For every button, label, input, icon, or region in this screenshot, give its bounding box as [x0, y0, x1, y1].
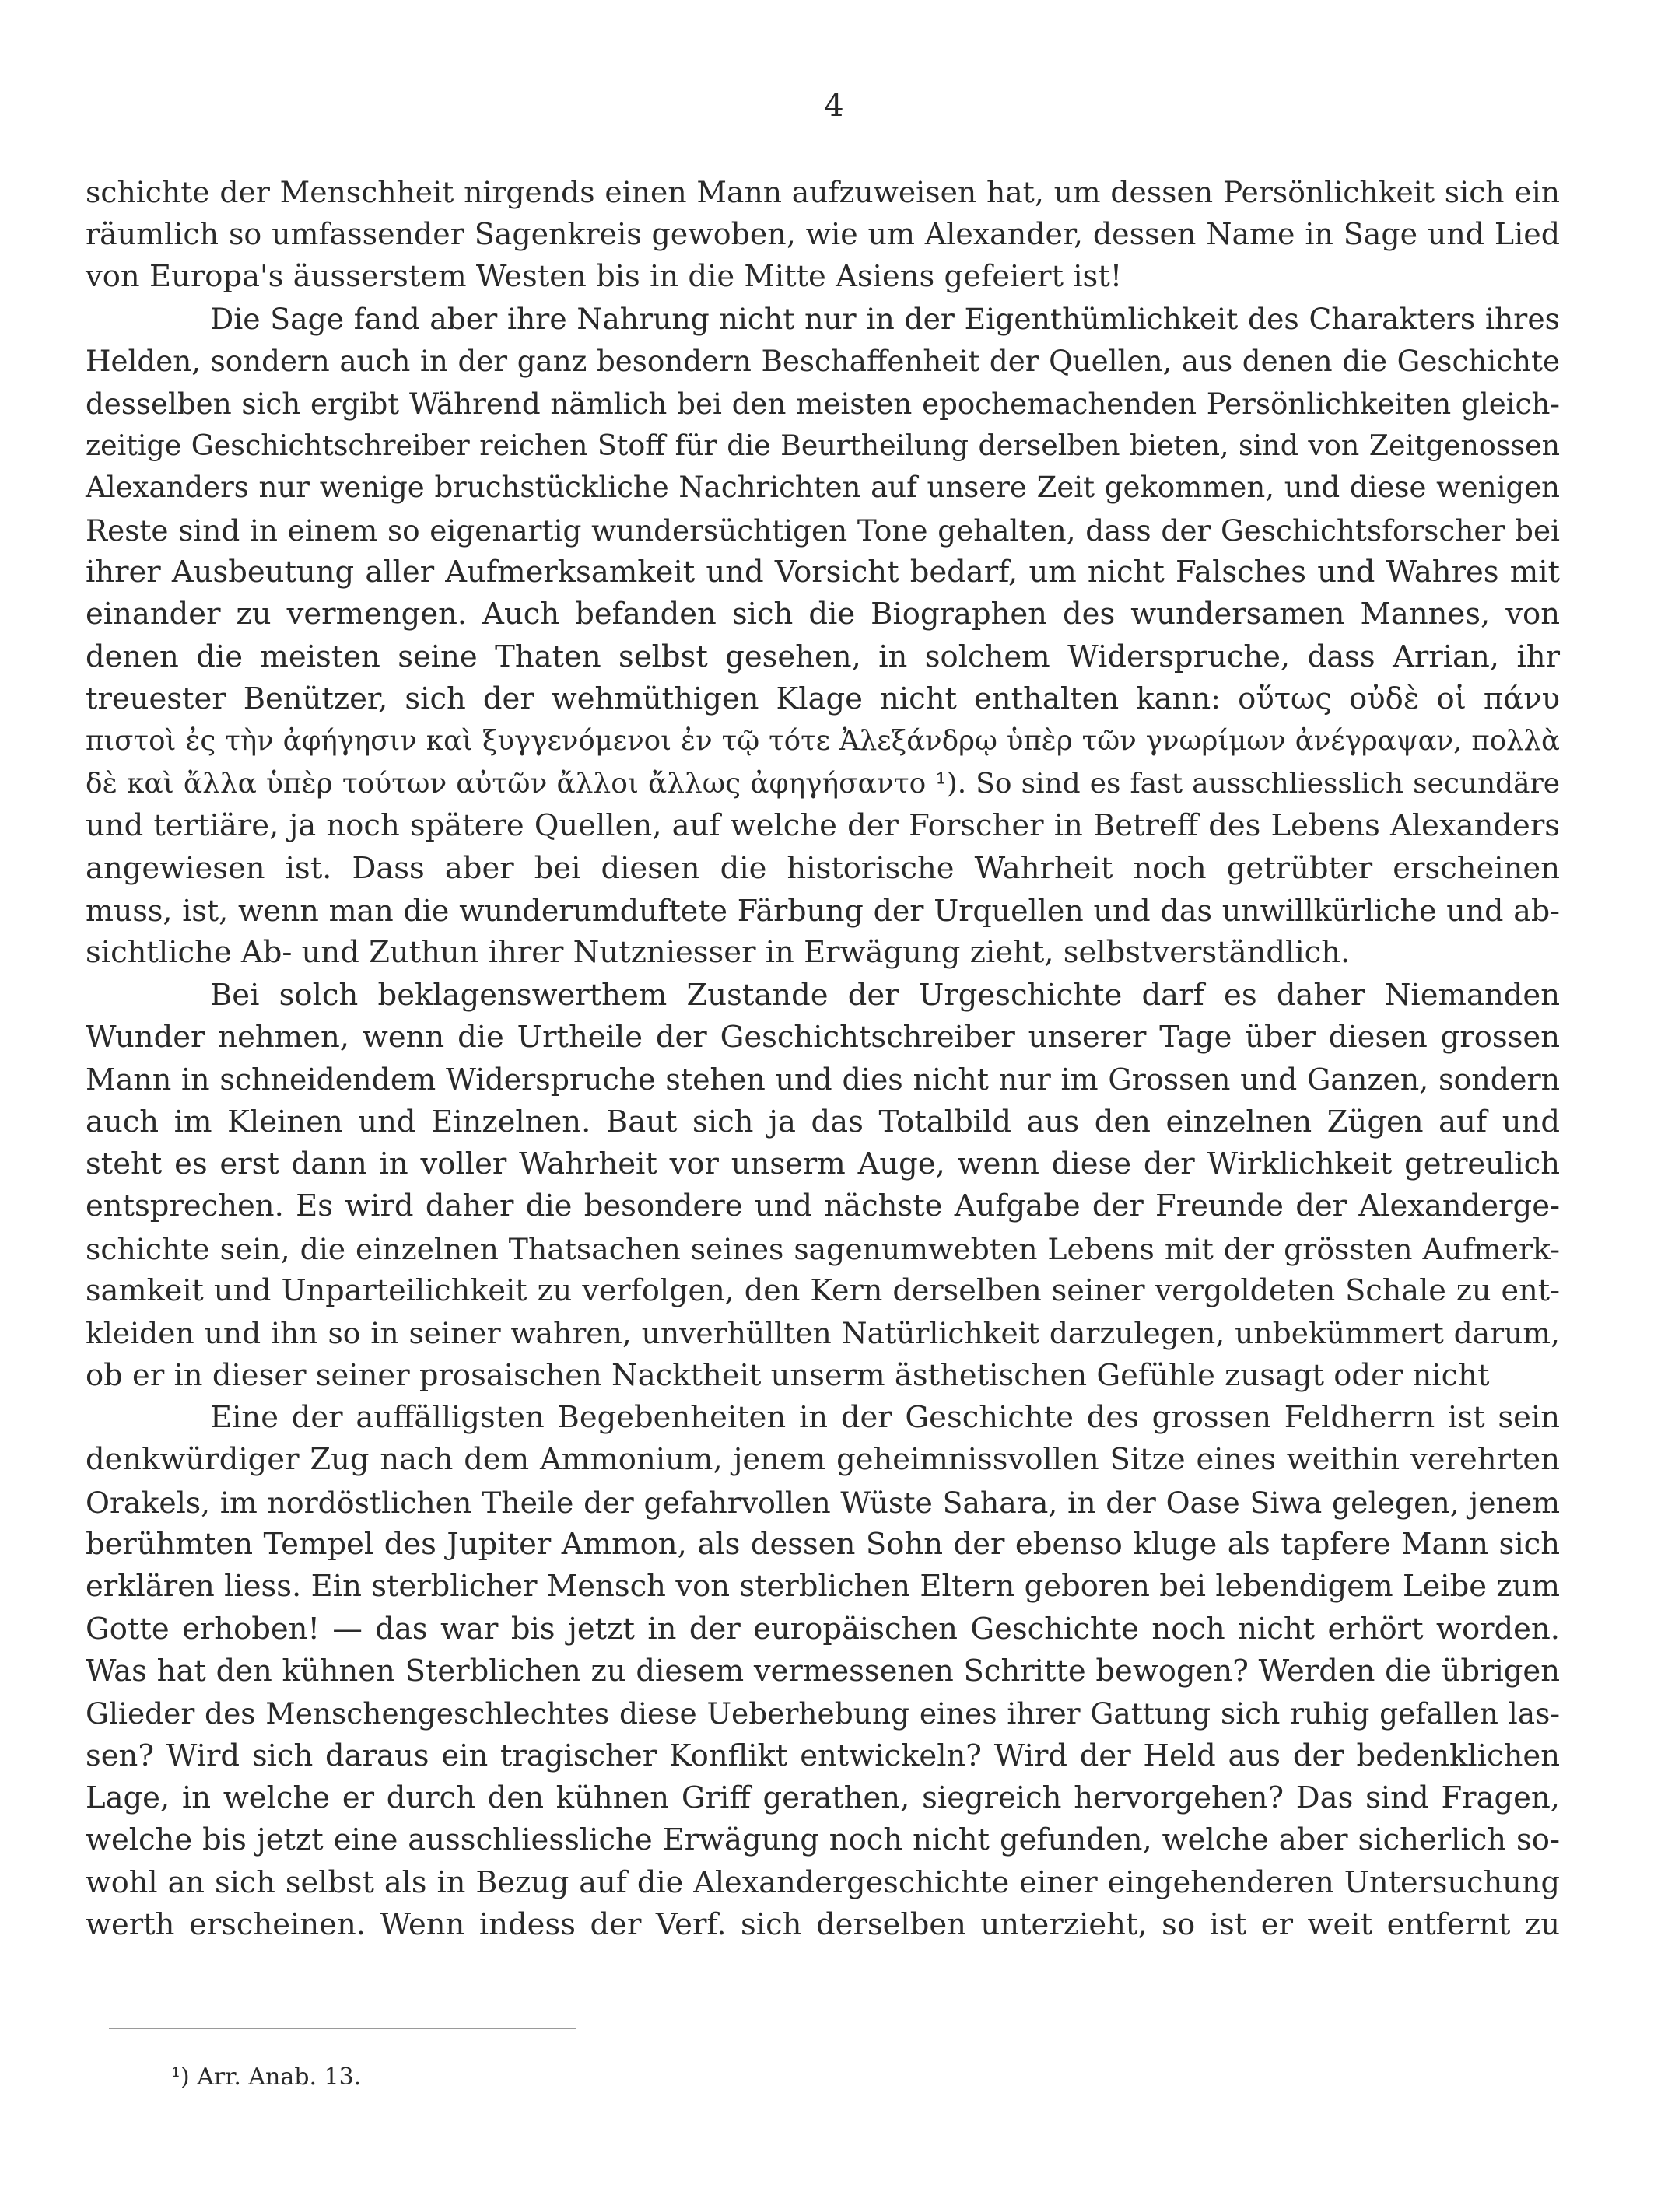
text-line: samkeit und Unparteilichkeit zu verfolgen, den Kern derselben seiner vergoldeten Schale zu ent-: [86, 1273, 1560, 1308]
text-line: entsprechen. Es wird daher die besondere und nächste Aufgabe der Freunde der Alexanderge-: [86, 1188, 1560, 1224]
text-line: Bei solch beklagenswerthem Zustande der Urgeschichte darf es daher Niemanden: [210, 977, 1560, 1013]
text-line: wohl an sich selbst als in Bezug auf die Alexandergeschichte einer eingehenderen Untersuchung: [86, 1864, 1560, 1900]
text-line: und tertiäre, ja noch spätere Quellen, auf welche der Forscher in Betreff des Lebens Alexanders: [86, 808, 1560, 844]
text-line: Was hat den kühnen Sterblichen zu diesem vermessenen Schritte bewogen? Werden die übrigen: [86, 1654, 1560, 1689]
text-line: steht es erst dann in voller Wahrheit vor unserm Auge, wenn diese der Wirklichkeit getreulich: [86, 1146, 1560, 1181]
text-line: Alexanders nur wenige bruchstückliche Nachrichten auf unsere Zeit gekommen, und diese wenigen: [86, 471, 1560, 505]
text-line: zeitige Geschichtschreiber reichen Stoff für die Beurtheilung derselben bieten, sind von Zeitgenossen: [86, 429, 1560, 463]
page-number: 4: [824, 88, 844, 124]
text-line: Lage, in welche er durch den kühnen Griff gerathen, siegreich hervorgehen? Das sind Fragen,: [86, 1780, 1560, 1816]
text-line: erklären liess. Ein sterblicher Mensch von sterblichen Eltern geboren bei lebendigem Leibe zum: [86, 1569, 1560, 1605]
text-line: treuester Benützer, sich der wehmüthigen Klage nicht enthalten kann: οὕτως οὐδὲ οἱ πάνυ: [86, 681, 1560, 717]
text-line: sen? Wird sich daraus ein tragischer Konflikt entwickeln? Wird der Held aus der bedenklichen: [86, 1738, 1560, 1773]
text-line: von Europa's äusserstem Westen bis in die Mitte Asiens gefeiert ist!: [86, 258, 1123, 294]
text-line: πιστοὶ ἐς τὴν ἀφήγησιν καὶ ξυγγενόμενοι ἐν τῷ τότε Ἀλεξάνδρῳ ὑπὲρ τῶν γνωρίμων ἀνέγραψαν, πολλὰ: [86, 725, 1560, 758]
text-line: ihrer Ausbeutung aller Aufmerksamkeit und Vorsicht bedarf, um nicht Falsches und Wahres mit: [86, 555, 1560, 590]
text-line: kleiden und ihn so in seiner wahren, unverhüllten Natürlichkeit darzulegen, unbekümmert darum,: [86, 1316, 1560, 1351]
text-line: δὲ καὶ ἄλλα ὑπὲρ τούτων αὐτῶν ἄλλοι ἄλλως ἀφηγήσαντο ¹). So sind es fast ausschliesslich secundäre: [86, 767, 1560, 800]
text-line: Mann in schneidendem Widerspruche stehen und dies nicht nur im Grossen und Ganzen, sondern: [86, 1062, 1560, 1097]
text-line: ob er in dieser seiner prosaischen Nacktheit unserm ästhetischen Gefühle zusagt oder nicht: [86, 1357, 1490, 1393]
text-line: Orakels, im nordöstlichen Theile der gefahrvollen Wüste Sahara, in der Oase Siwa gelegen, jenem: [86, 1485, 1560, 1520]
body-text: [86, 171, 1560, 1946]
text-line: Reste sind in einem so eigenartig wundersüchtigen Tone gehalten, dass der Geschichtsforscher bei: [86, 513, 1560, 548]
text-line: Die Sage fand aber ihre Nahrung nicht nur in der Eigenthümlichkeit des Charakters ihres: [210, 302, 1560, 337]
text-line: Wunder nehmen, wenn die Urtheile der Geschichtschreiber unserer Tage über diesen grossen: [86, 1019, 1560, 1055]
text-line: sichtliche Ab- und Zuthun ihrer Nutzniesser in Erwägung zieht, selbstverständlich.: [86, 935, 1351, 971]
text-line: räumlich so umfassender Sagenkreis gewoben, wie um Alexander, dessen Name in Sage und Lied: [86, 217, 1560, 252]
text-line: desselben sich ergibt Während nämlich bei den meisten epochemachenden Persönlichkeiten gleich-: [86, 386, 1560, 421]
text-line: berühmten Tempel des Jupiter Ammon, als dessen Sohn der ebenso kluge als tapfere Mann sich: [86, 1527, 1560, 1562]
text-line: muss, ist, wenn man die wunderumduftete Färbung der Urquellen und das unwillkürliche und ab-: [86, 893, 1560, 928]
footnote-divider: [109, 2028, 576, 2029]
text-line: Eine der auffälligsten Begebenheiten in der Geschichte des grossen Feldherrn ist sein: [210, 1399, 1560, 1435]
text-line: schichte der Menschheit nirgends einen Mann aufzuweisen hat, um dessen Persönlichkeit sich ein: [86, 175, 1560, 209]
text-line: schichte sein, die einzelnen Thatsachen seines sagenumwebten Lebens mit der grössten Aufmerk-: [86, 1231, 1560, 1266]
text-line: werth erscheinen. Wenn indess der Verf. sich derselben unterzieht, so ist er weit entfernt zu: [86, 1907, 1560, 1943]
text-line: welche bis jetzt eine ausschliessliche Erwägung noch nicht gefunden, welche aber sicherlich so-: [86, 1822, 1560, 1858]
text-line: einander zu vermengen. Auch befanden sich die Biographen des wundersamen Mannes, von: [86, 597, 1560, 632]
text-line: denkwürdiger Zug nach dem Ammonium, jenem geheimnissvollen Sitze eines weithin verehrten: [86, 1442, 1560, 1478]
footnote: ¹) Arr. Anab. 13.: [171, 2063, 362, 2091]
text-line: Glieder des Menschengeschlechtes diese Ueberhebung eines ihrer Gattung sich ruhig gefallen las-: [86, 1696, 1560, 1731]
text-line: denen die meisten seine Thaten selbst gesehen, in solchem Widerspruche, dass Arrian, ihr: [86, 639, 1560, 674]
text-line: Helden, sondern auch in der ganz besondern Beschaffenheit der Quellen, aus denen die Geschichte: [86, 344, 1560, 379]
text-line: Gotte erhoben! — das war bis jetzt in der europäischen Geschichte noch nicht erhört worden.: [86, 1611, 1560, 1647]
text-line: auch im Kleinen und Einzelnen. Baut sich ja das Totalbild aus den einzelnen Zügen auf und: [86, 1104, 1560, 1139]
text-line: angewiesen ist. Dass aber bei diesen die historische Wahrheit noch getrübter erscheinen: [86, 850, 1560, 886]
